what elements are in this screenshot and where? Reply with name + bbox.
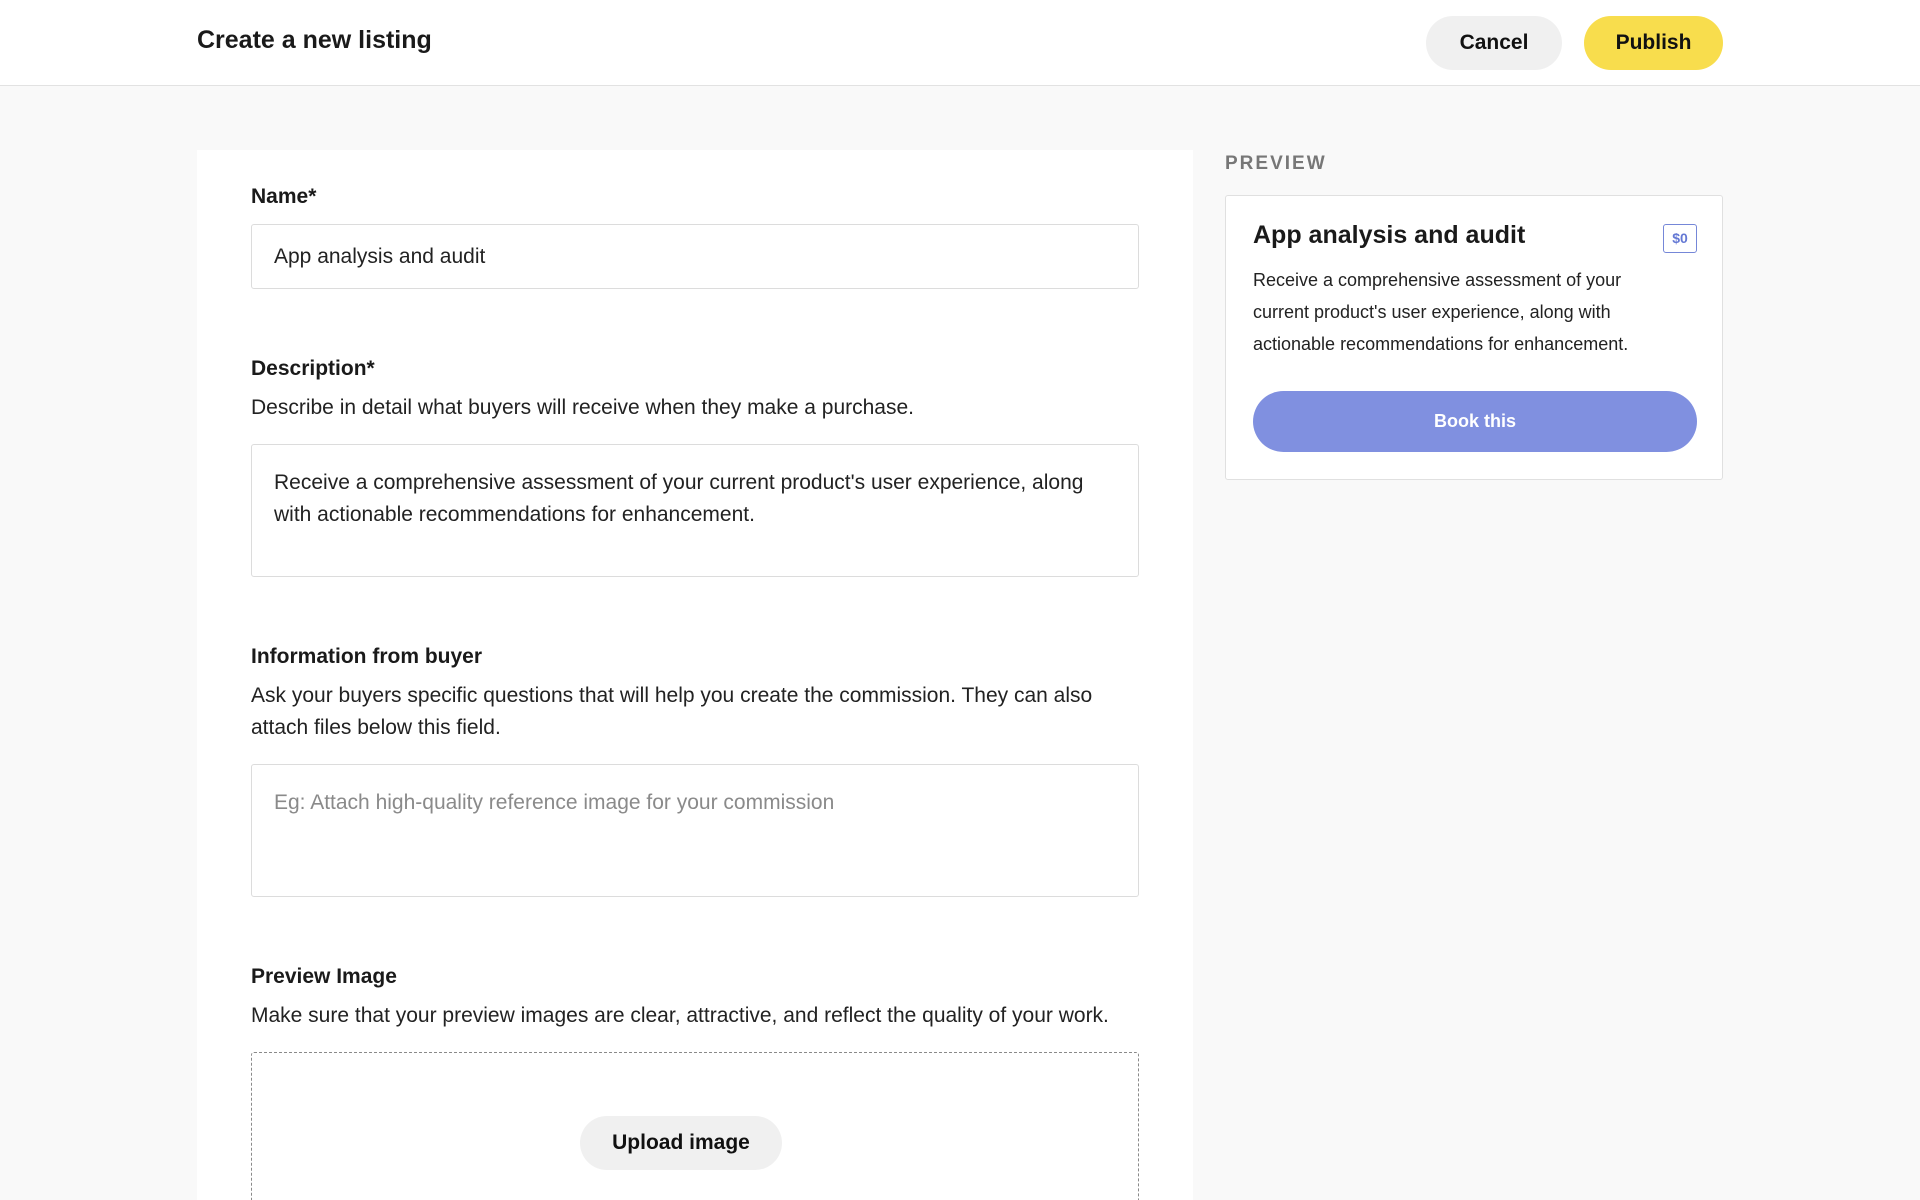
buyer-info-textarea[interactable]: Eg: Attach high-quality reference image for your commission bbox=[251, 764, 1139, 897]
top-bar bbox=[0, 0, 1920, 86]
preview-image-help-text: Make sure that your preview images are clear, attractive, and reflect the quality of your work. bbox=[251, 1004, 1109, 1027]
preview-image-label: Preview Image bbox=[251, 965, 397, 988]
price-badge: $0 bbox=[1663, 224, 1697, 253]
publish-button[interactable]: Publish bbox=[1584, 16, 1723, 70]
cancel-button[interactable]: Cancel bbox=[1426, 16, 1562, 70]
description-help-text: Describe in detail what buyers will receive when they make a purchase. bbox=[251, 396, 914, 419]
preview-description: Receive a comprehensive assessment of your current product's user experience, along with actionable recommendations for enhancement. bbox=[1253, 270, 1629, 354]
listing-form bbox=[197, 150, 1193, 1200]
preview-title: App analysis and audit bbox=[1253, 221, 1526, 249]
upload-image-button[interactable]: Upload image bbox=[580, 1116, 782, 1170]
buyer-info-help-text: Ask your buyers specific questions that will help you create the commission. They can also attach files below this field. bbox=[251, 684, 1093, 739]
description-textarea[interactable]: Receive a comprehensive assessment of your current product's user experience, along with actionable recommendations for enhancement. bbox=[251, 444, 1139, 577]
preview-card bbox=[1225, 195, 1723, 480]
image-drop-zone[interactable] bbox=[251, 1052, 1139, 1200]
preview-heading: PREVIEW bbox=[1225, 153, 1327, 174]
name-input[interactable]: App analysis and audit bbox=[251, 224, 1139, 289]
description-label: Description* bbox=[251, 357, 375, 380]
buyer-info-label: Information from buyer bbox=[251, 645, 483, 668]
name-label: Name* bbox=[251, 185, 317, 208]
book-this-button[interactable]: Book this bbox=[1253, 391, 1697, 452]
page-title: Create a new listing bbox=[197, 26, 432, 54]
